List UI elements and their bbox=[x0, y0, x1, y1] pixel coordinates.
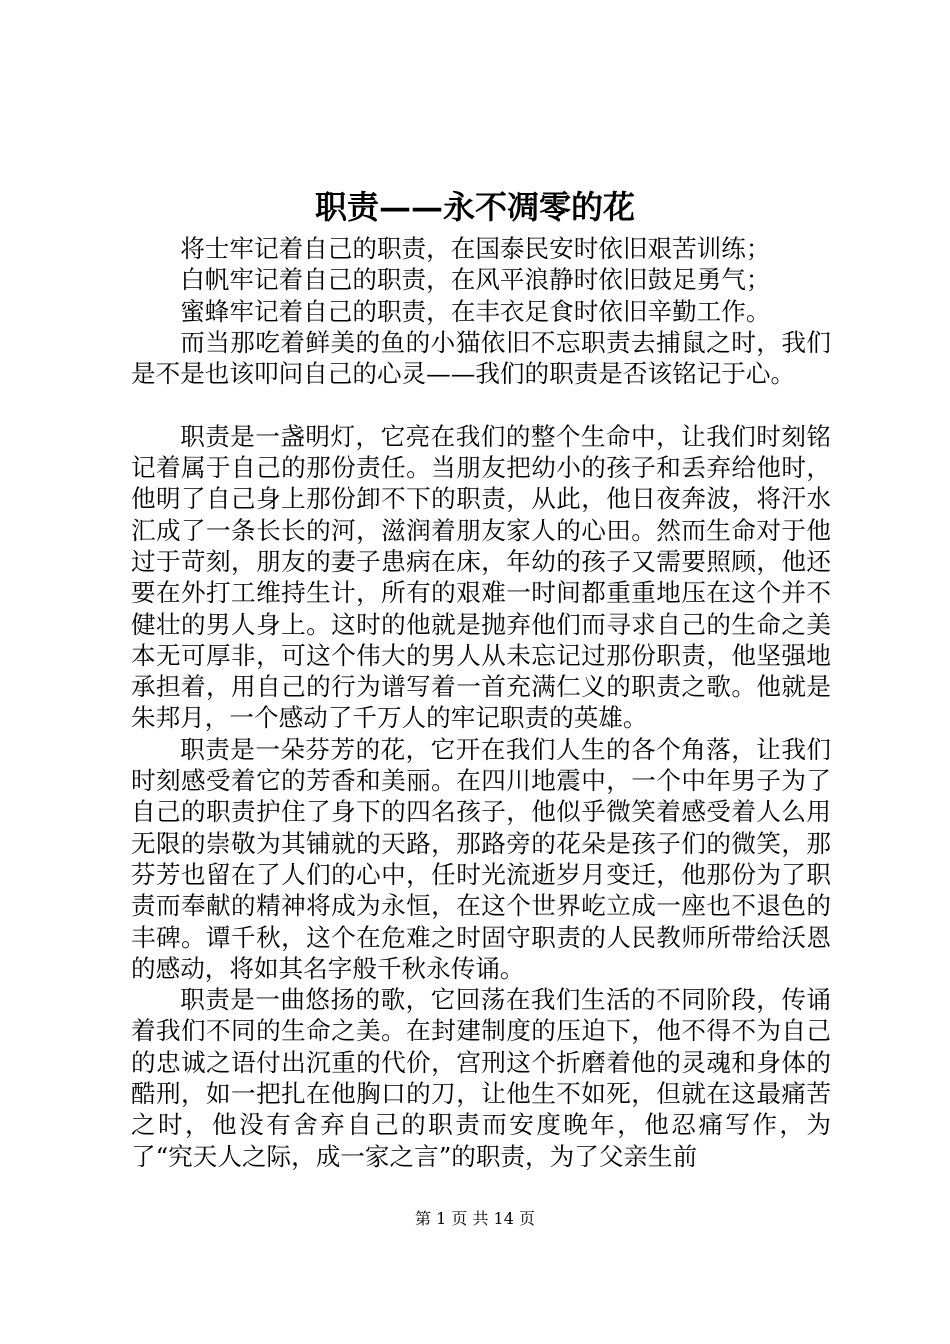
intro-line-1: 将士牢记着自己的职责，在国泰民安时依旧艰苦训练； bbox=[180, 234, 771, 263]
paragraph-3: 职责是一曲悠扬的歌，它回荡在我们生活的不同阶段，传诵着我们不同的生命之美。在封建制度的压迫下，他不得不为自己的忠诚之语付出沉重的代价，宫刑这个折磨着他的灵魂和身体的酷刑，如一把扎在他胸口的刀，让他生不如死，但就在这最痛苦之时，他没有舍弃自己的职责而安度晚年，他忍痛写作，为了“究天人之际，成一家之言”的职责，为了父亲生前 bbox=[131, 985, 831, 1171]
page-footer: 第 1 页 共 14 页 bbox=[415, 1209, 535, 1228]
intro-line-3: 蜜蜂牢记着自己的职责，在丰衣足食时依旧辛勤工作。 bbox=[180, 296, 771, 326]
paragraph-2: 职责是一朵芬芳的花，它开在我们人生的各个角落，让我们时刻感受着它的芳香和美丽。在四川地震中，一个中年男子为了自己的职责护住了身下的四名孩子，他似乎微笑着感受着人么用无限的崇敬为其铺就的天路，那路旁的花朵是孩子们的微笑，那芬芳也留在了人们的心中，任时光流逝岁月变迁，他那份为了职责而奉献的精神将成为永恒，在这个世界屹立成一座也不退色的丰碑。谭千秋，这个在危难之时固守职责的人民教师所带给沃恩的感动，将如其名字般千秋永传诵。 bbox=[131, 734, 831, 983]
paragraph-spacer bbox=[131, 389, 831, 420]
intro-line-2: 白帆牢记着自己的职责，在风平浪静时依旧鼓足勇气； bbox=[180, 265, 771, 295]
document-title: 职责——永不凋零的花 bbox=[314, 188, 635, 226]
paragraph-1: 职责是一盏明灯，它亮在我们的整个生命中，让我们时刻铭记着属于自己的那份责任。当朋友把幼小的孩子和丢弃给他时，他明了自己身上那份卸不下的职责，从此，他日夜奔波，将汗水汇成了一条长长的河，滋润着朋友家人的心田。然而生命对于他过于苛刻，朋友的妻子患病在床，年幼的孩子又需要照顾，他还要在外打工维持生计，所有的艰难一时间都重重地压在这个并不健壮的男人身上。这时的他就是抛弃他们而寻求自己的生命之美本无可厚非，可这个伟大的男人从未忘记过那份职责，他坚强地承担着，用自己的行为谱写着一首充满仁义的职责之歌。他就是朱邦月，一个感动了千万人的牢记职责的英雄。 bbox=[131, 421, 831, 733]
document-body bbox=[131, 233, 831, 1172]
intro-paragraph: 而当那吃着鲜美的鱼的小猫依旧不忘职责去捕鼠之时，我们是不是也该叩问自己的心灵——我们的职责是否该铭记于心。 bbox=[131, 327, 831, 389]
